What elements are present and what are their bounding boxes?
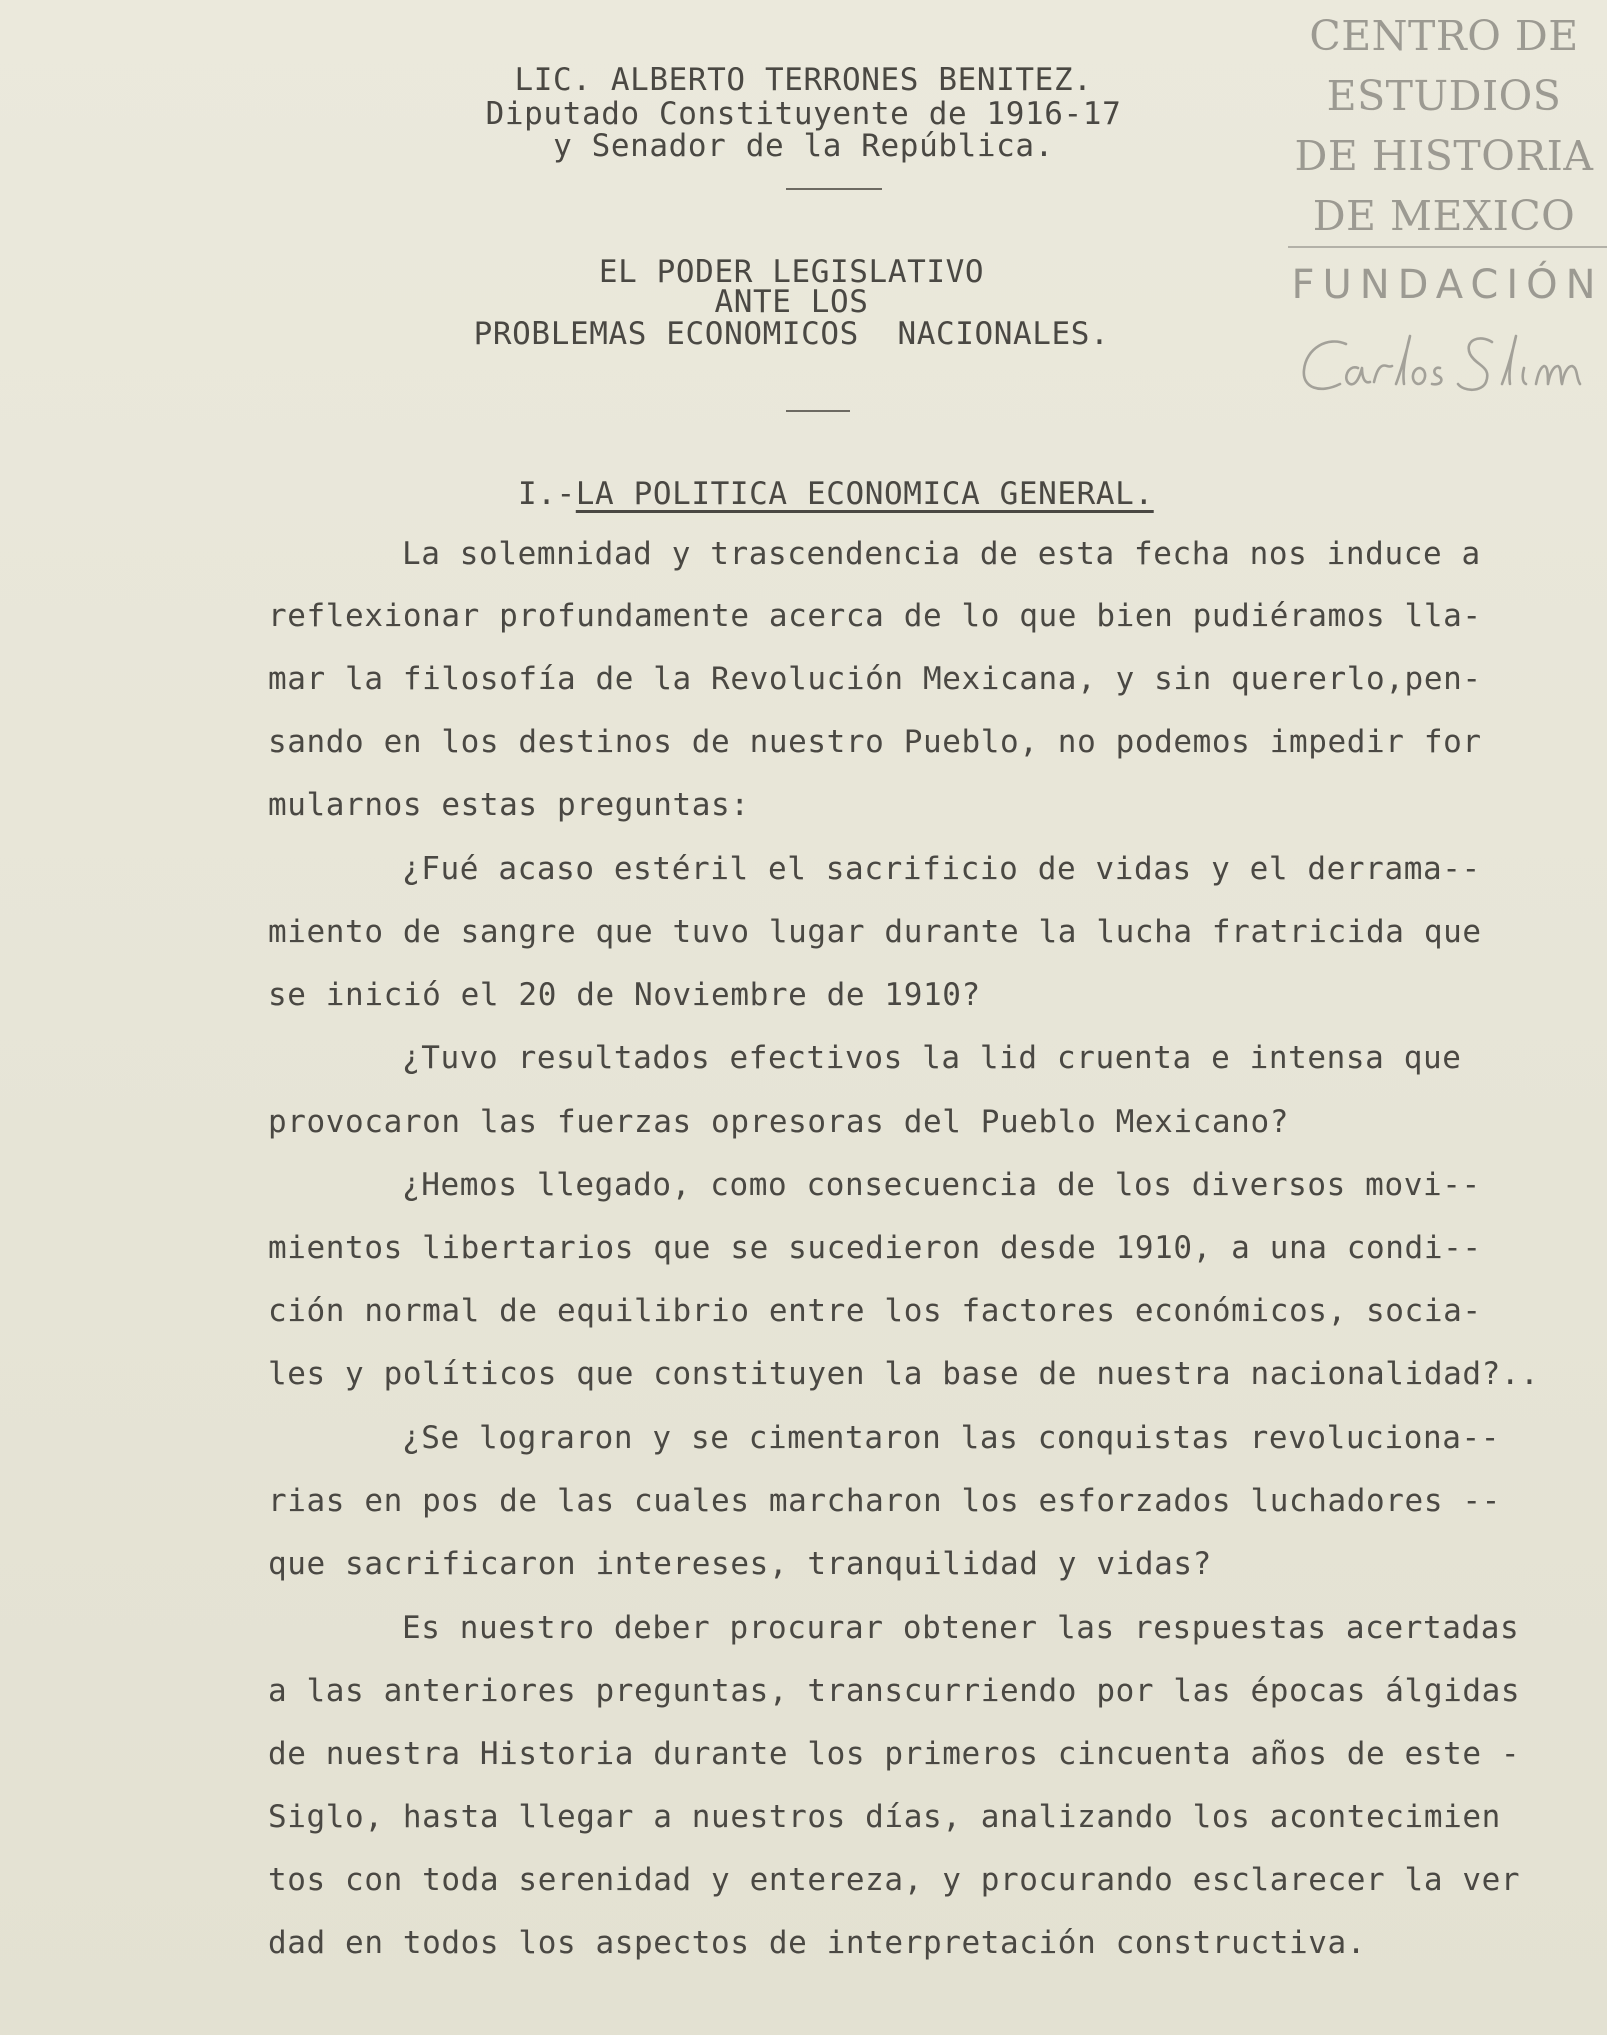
watermark-line: DE MEXICO: [1312, 192, 1576, 240]
body-line: provocaron las fuerzas opresoras del Pueblo Mexicano?: [268, 1104, 1289, 1140]
body-line: Siglo, hasta llegar a nuestros días, analizando los acontecimien: [268, 1799, 1501, 1835]
body-line: ción normal de equilibrio entre los factores económicos, socia-: [268, 1293, 1482, 1329]
body-line: ¿Se lograron y se cimentaron las conquistas revoluciona--: [402, 1420, 1501, 1456]
section-heading: [518, 476, 1154, 512]
body-line: miento de sangre que tuvo lugar durante la lucha fratricida que: [268, 914, 1482, 950]
body-line: ¿Hemos llegado, como consecuencia de los diversos movi--: [402, 1167, 1481, 1203]
body-line: sando en los destinos de nuestro Pueblo, no podemos impedir for: [268, 724, 1482, 760]
title-line-1: EL PODER LEGISLATIVO: [598, 254, 985, 290]
body-line: ¿Tuvo resultados efectivos la lid cruenta e intensa que: [402, 1040, 1462, 1076]
title-line-3: PROBLEMAS ECONOMICOS NACIONALES.: [473, 316, 1110, 352]
watermark-line: ESTUDIOS: [1326, 72, 1562, 120]
section-title: LA POLITICA ECONOMICA GENERAL.: [575, 476, 1154, 512]
section-number: I.-: [518, 476, 576, 512]
body-line: les y políticos que constituyen la base de nuestra nacionalidad?..: [268, 1356, 1540, 1392]
body-line: rias en pos de las cuales marcharon los esforzados luchadores --: [268, 1483, 1501, 1519]
watermark-fundacion: FUNDACIÓN: [1291, 262, 1604, 308]
title-divider: [786, 410, 850, 412]
author-role: Diputado Constituyente de 1916-17: [485, 96, 1122, 132]
body-line: mularnos estas preguntas:: [268, 787, 750, 823]
body-line: se inició el 20 de Noviembre de 1910?: [268, 977, 981, 1013]
body-line: mar la filosofía de la Revolución Mexicana, y sin quererlo,pen-: [268, 661, 1482, 697]
body-line: mientos libertarios que se sucedieron desde 1910, a una condi--: [268, 1230, 1482, 1266]
body-line: Es nuestro deber procurar obtener las respuestas acertadas: [402, 1610, 1520, 1646]
body-line: que sacrificaron intereses, tranquilidad y vidas?: [268, 1546, 1212, 1582]
watermark-line: CENTRO DE: [1309, 12, 1579, 60]
body-line: ¿Fué acaso estéril el sacrificio de vidas y el derrama--: [402, 851, 1481, 887]
watermark-line: DE HISTORIA: [1294, 132, 1594, 180]
watermark-divider: [1288, 246, 1607, 248]
body-line: dad en todos los aspectos de interpretación constructiva.: [268, 1925, 1367, 1961]
body-line: de nuestra Historia durante los primeros cincuenta años de este -: [268, 1736, 1521, 1772]
author-senate: y Senador de la República.: [553, 128, 1054, 164]
header-divider: [786, 188, 882, 190]
body-line: a las anteriores preguntas, transcurriendo por las épocas álgidas: [268, 1673, 1521, 1709]
body-line: tos con toda serenidad y entereza, y procurando esclarecer la ver: [268, 1862, 1521, 1898]
title-line-2: ANTE LOS: [714, 284, 869, 320]
author-name: LIC. ALBERTO TERRONES BENITEZ.: [514, 62, 1093, 98]
body-line: La solemnidad y trascendencia de esta fecha nos induce a: [402, 536, 1481, 572]
body-line: reflexionar profundamente acerca de lo que bien pudiéramos lla-: [268, 598, 1482, 634]
